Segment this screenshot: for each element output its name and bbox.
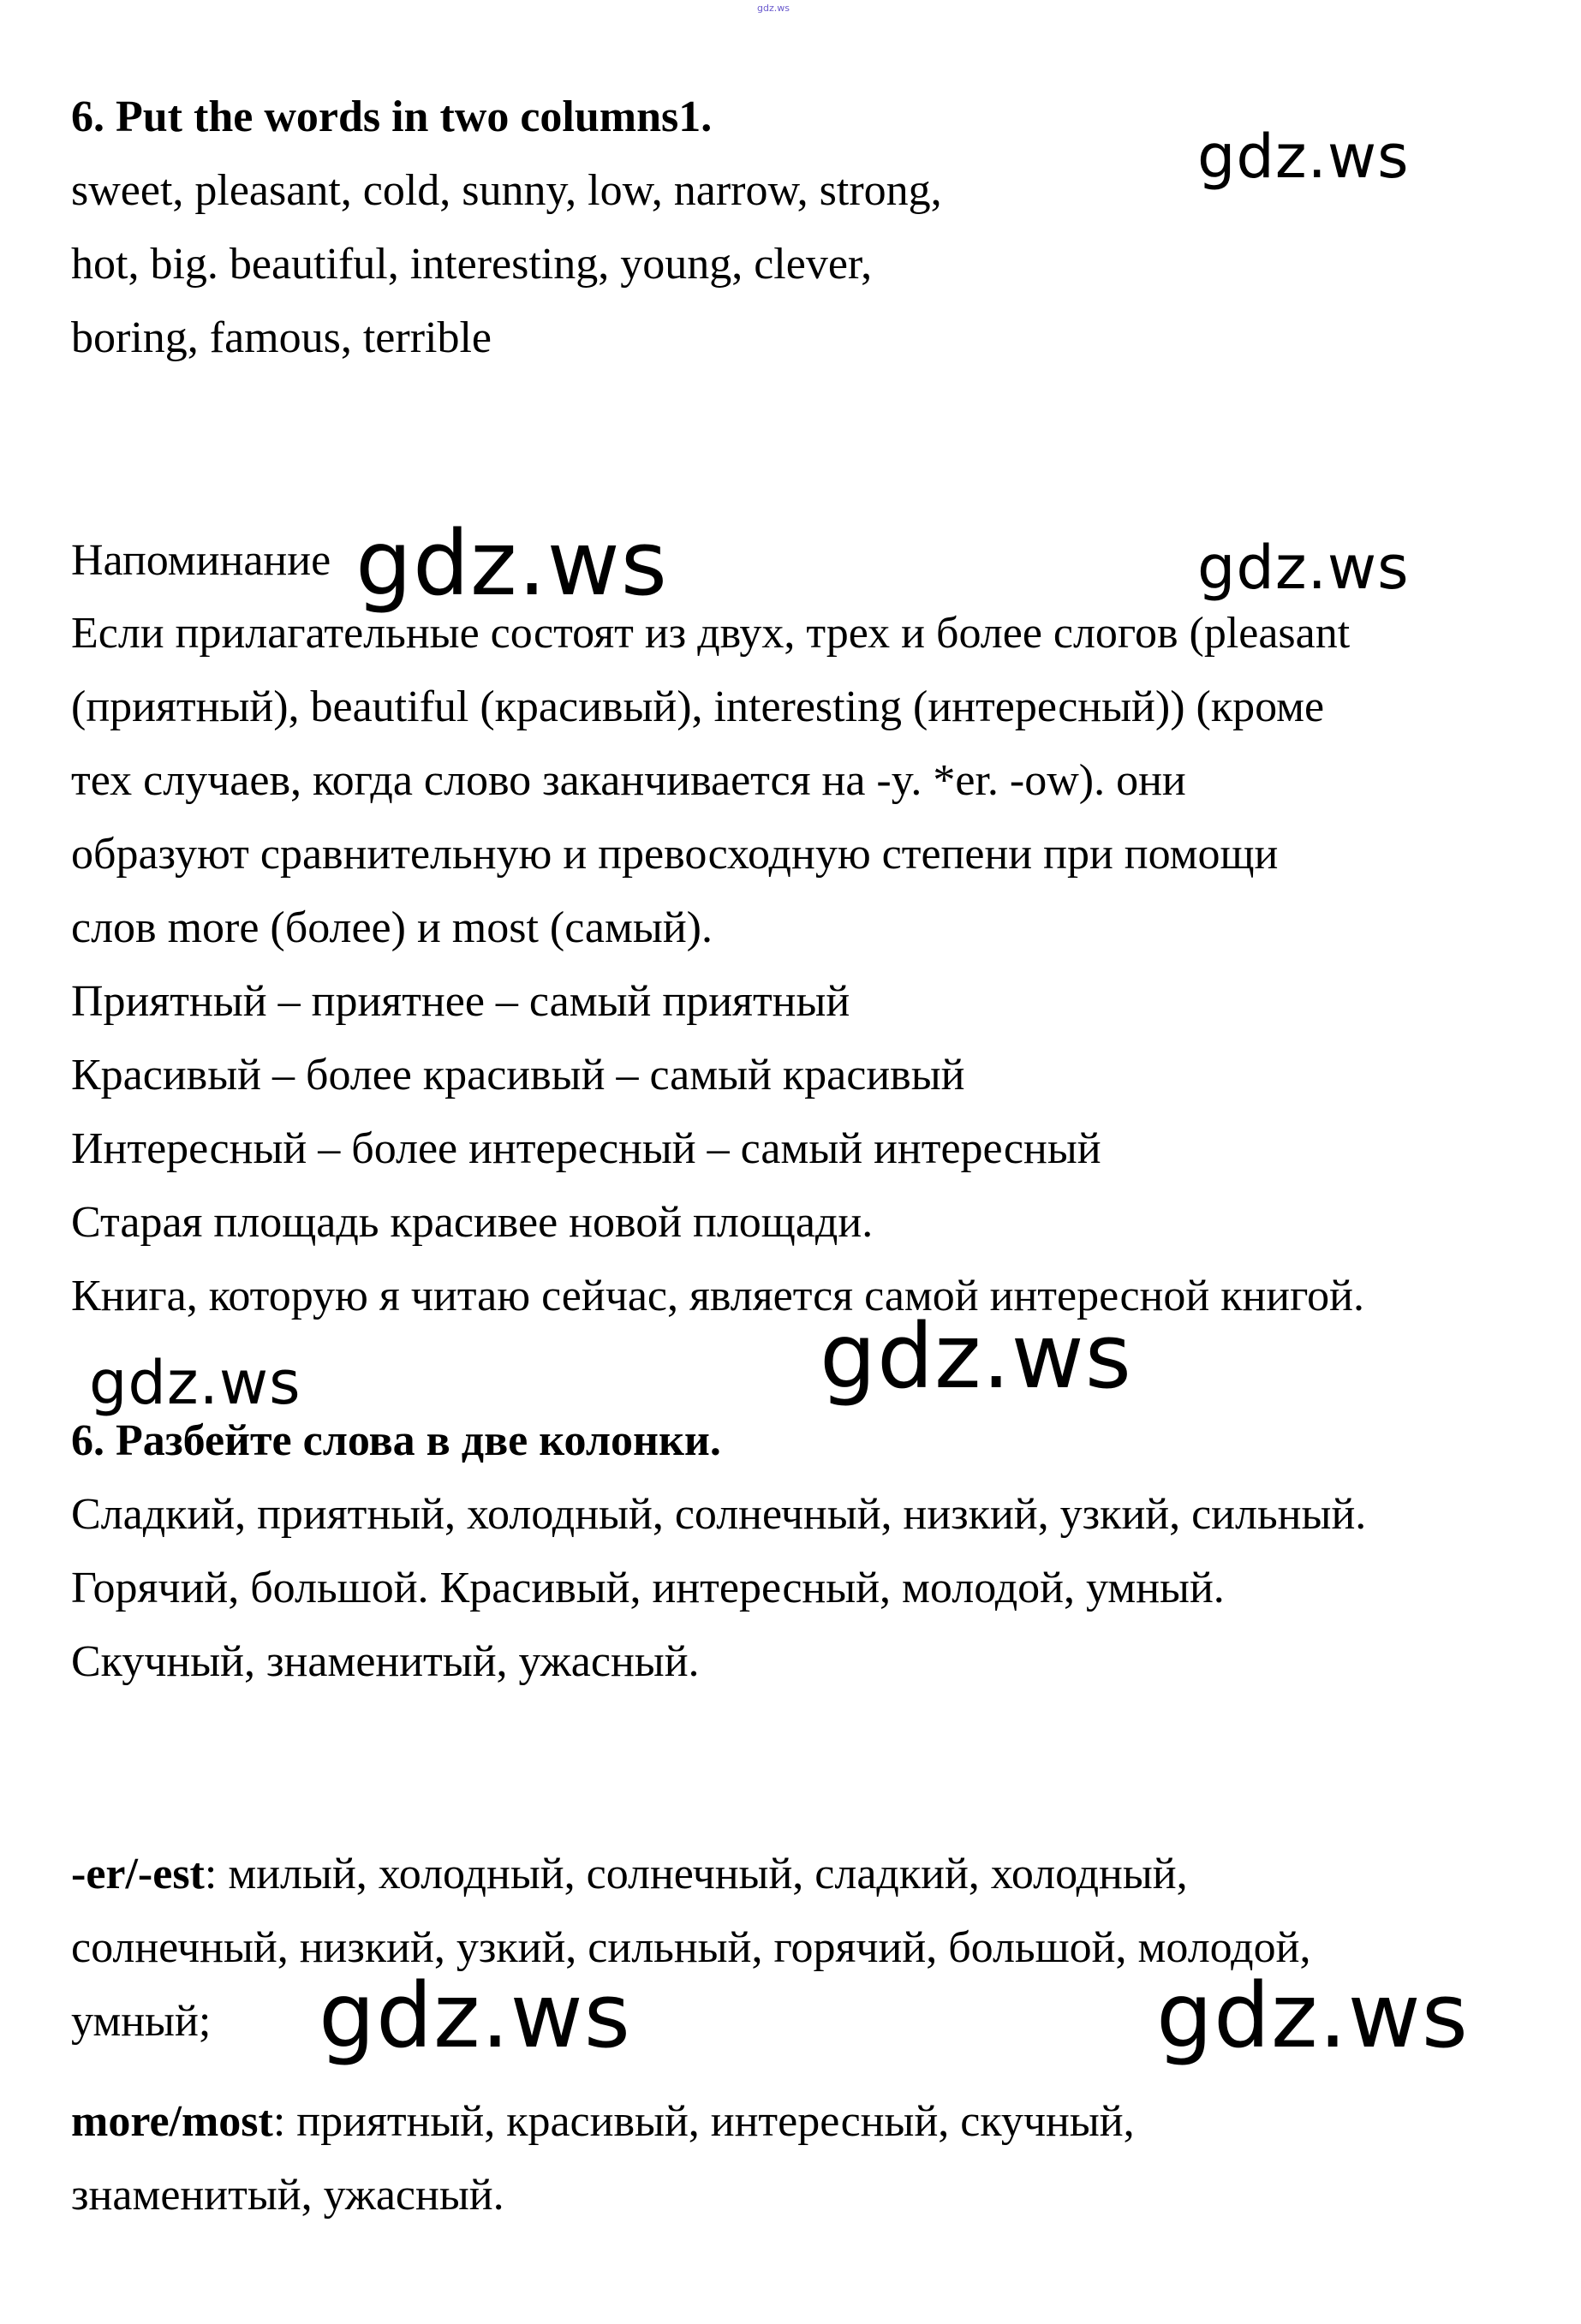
translation-line: Горячий, большой. Красивый, интересный, молодой, умный. — [71, 1564, 1225, 1612]
reminder-line: образуют сравнительную и превосходную степени при помощи — [71, 830, 1279, 879]
top-watermark: gdz.ws — [757, 3, 790, 14]
watermark: gdz.ws — [319, 1963, 631, 2068]
reminder-example: Книга, которую я читаю сейчас, является самой интересной книгой. — [71, 1272, 1364, 1320]
exercise-heading-ru: 6. Разбейте слова в две колонки. — [71, 1416, 721, 1465]
watermark: gdz.ws — [820, 1304, 1132, 1409]
reminder-line: (приятный), beautiful (красивый), interesting (интересный)) (кроме — [71, 682, 1325, 731]
reminder-line: Если прилагательные состоят из двух, трех и более слогов (pleasant — [71, 609, 1351, 658]
watermark: gdz.ws — [89, 1348, 301, 1418]
reminder-example: Приятный – приятнее – самый приятный — [71, 977, 850, 1026]
watermark: gdz.ws — [1156, 1963, 1469, 2068]
word-list-line: boring, famous, terrible — [71, 313, 492, 362]
word-list-line: hot, big. beautiful, interesting, young, clever, — [71, 240, 873, 289]
answer-line: солнечный, низкий, узкий, сильный, горячий, большой, молодой, — [71, 1923, 1311, 1972]
reminder-line: тех случаев, когда слово заканчивается на -y. *er. -ow). они — [71, 756, 1186, 805]
watermark: gdz.ws — [1197, 122, 1410, 192]
reminder-title: Напоминание — [71, 536, 331, 585]
answer-more-most-text: : приятный, красивый, интересный, скучный, — [272, 2097, 1135, 2146]
answer-line: умный; — [71, 1997, 212, 2046]
translation-line: Сладкий, приятный, холодный, солнечный, низкий, узкий, сильный. — [71, 1490, 1367, 1539]
watermark: gdz.ws — [1197, 533, 1410, 603]
answer-more-most — [71, 2097, 1135, 2146]
exercise-heading-en: 6. Put the words in two columns1. — [71, 92, 713, 141]
answer-more-most-label: more/most — [71, 2097, 273, 2146]
answer-line: знаменитый, ужасный. — [71, 2171, 504, 2220]
watermark: gdz.ws — [355, 511, 668, 616]
word-list-line: sweet, pleasant, cold, sunny, low, narrow, strong, — [71, 166, 942, 215]
answer-er-est — [71, 1852, 1188, 1897]
translation-line: Скучный, знаменитый, ужасный. — [71, 1637, 700, 1686]
reminder-example: Интересный – более интересный – самый интересный — [71, 1124, 1101, 1173]
answer-er-est-text: : милый, холодный, солнечный, сладкий, холодный, — [204, 1850, 1188, 1898]
reminder-example: Старая площадь красивее новой площади. — [71, 1198, 874, 1247]
reminder-line: слов more (более) и most (самый). — [71, 903, 713, 952]
reminder-example: Красивый – более красивый – самый красивый — [71, 1051, 965, 1099]
answer-er-est-label: -er/-est — [71, 1850, 205, 1898]
